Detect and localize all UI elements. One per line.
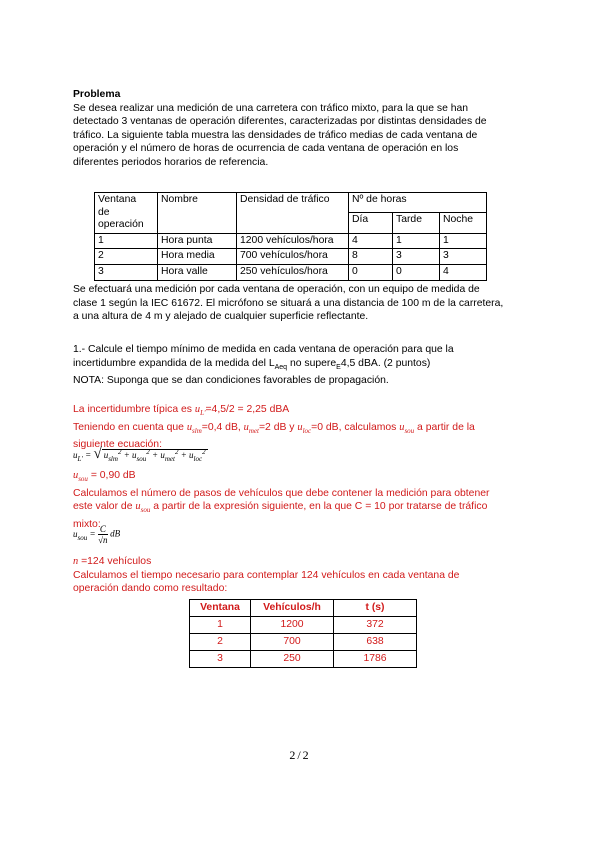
header-ventana: Ventana [190, 600, 251, 617]
solution-text: =0,4 dB, [201, 421, 244, 433]
cell-ventana: 3 [95, 264, 158, 280]
cell-vehiculos: 700 [251, 634, 334, 651]
n-result [73, 555, 507, 569]
header-text: Ventana [98, 194, 137, 205]
solution-text: =4,5/2 = 2,25 dBA [205, 404, 290, 415]
solution-line: operación dando como resultado: [73, 583, 228, 595]
solution-line: Calculamos el tiempo necesario para contemplar 124 vehículos en cada ventana de [73, 569, 460, 581]
cell-nombre: Hora media [158, 249, 237, 265]
cell-tarde: 3 [393, 249, 440, 265]
solution-text: =0 dB, calculamos [311, 421, 400, 433]
intro-line: diferentes periodos horarios de referencia. [73, 156, 269, 168]
problem-title: Problema [73, 89, 121, 100]
formula-radicand: $u_{slm}^2 + u_{sou}^2 + u_{met}^2 + u_{loc}^2$ [103, 448, 206, 463]
header-dia: Día [349, 213, 393, 233]
cell-densidad: 700 vehículos/hora [237, 249, 349, 265]
usou-result [73, 469, 507, 487]
cell-noche: 3 [440, 249, 487, 265]
formula-numerator: C [99, 524, 106, 534]
page-number: 2/2 [289, 748, 311, 762]
solution-line [73, 403, 507, 421]
cell-ventana: 2 [190, 634, 251, 651]
cell-ventana: 3 [190, 651, 251, 668]
header-noche: Noche [440, 213, 487, 233]
cell-dia: 4 [349, 233, 393, 249]
solution-line: mixto: [73, 518, 101, 530]
question-sub: E [336, 363, 341, 371]
question-line [73, 357, 507, 375]
header-t: t (s) [334, 600, 417, 617]
symbol-u: u [297, 421, 303, 433]
cell-ventana: 2 [95, 249, 158, 265]
header-text: de [98, 206, 110, 218]
intro-line: operación y el número de horas de ocurrencia de cada ventana de operación en los [73, 143, 459, 155]
conditions-line: clase 1 según la IEC 61672. El micrófono se situará a una distancia de 100 m de la carretera, [73, 297, 504, 309]
cell-t: 372 [334, 617, 417, 634]
traffic-density-table [94, 192, 487, 281]
solution-text: a partir de la [414, 421, 475, 433]
header-densidad: Densidad de tráfico [237, 193, 349, 234]
solution-section [73, 403, 507, 452]
question-text: no supere [287, 357, 337, 369]
symbol-sub: sou [140, 506, 151, 515]
symbol-u: u [399, 421, 405, 433]
formula-text: $u_{sou}$ = [73, 528, 98, 542]
conditions-line: Se efectuará una medición por cada ventana de operación, con un equipo de medida de [73, 284, 480, 295]
problem-section [73, 88, 507, 170]
symbol-u: u [243, 421, 249, 433]
measurement-conditions [73, 283, 507, 324]
solution-text: La incertidumbre típica es [73, 404, 195, 415]
solution-text: Teniendo en cuenta que [73, 421, 187, 433]
table-row [190, 651, 417, 668]
formula-denominator: √n [98, 535, 108, 545]
symbol-n: n [73, 556, 79, 567]
cell-t: 638 [334, 634, 417, 651]
solution-line: siguiente ecuación: [73, 439, 162, 451]
vehicle-count-formula [73, 524, 120, 545]
cell-dia: 0 [349, 264, 393, 280]
symbol-u: u [73, 470, 79, 481]
solution-line: Calculamos el número de pasos de vehículos que debe contener la medición para obtener [73, 487, 490, 499]
intro-line: detectado 3 ventanas de operación diferentes, caracterizadas por distintas densidades de [73, 116, 487, 128]
solution-line [73, 500, 507, 518]
symbol-u: u [194, 404, 201, 415]
formula-unit: dB [110, 528, 121, 539]
question-line: 1.- Calcule el tiempo mínimo de medida en cada ventana de operación para que la [73, 344, 454, 355]
cell-nombre: Hora valle [158, 264, 237, 280]
symbol-u: u [186, 421, 193, 433]
solution-section-3 [73, 555, 507, 596]
header-ventana [95, 193, 158, 234]
question-text: 4,5 dBA. (2 puntos) [340, 357, 431, 369]
solution-text: =124 vehículos [78, 556, 152, 567]
symbol-sub: sou [78, 475, 88, 484]
formula-text: $u_{L'}$ = [73, 450, 94, 463]
sqrt-icon: √ [93, 446, 102, 462]
intro-line: Se desea realizar una medición de una carretera con tráfico mixto, para la que se han [73, 102, 469, 114]
cell-densidad: 250 vehículos/hora [237, 264, 349, 280]
symbol-sub: L' [200, 409, 206, 418]
cell-t: 1786 [334, 651, 417, 668]
cell-tarde: 1 [393, 233, 440, 249]
cell-vehiculos: 250 [251, 651, 334, 668]
symbol-sub: sou [404, 426, 415, 435]
cell-noche: 4 [440, 264, 487, 280]
table-row [190, 617, 417, 634]
question-text: incertidumbre expandida de la medida del L [73, 357, 275, 369]
solution-text: este valor de [73, 501, 136, 513]
table-row [95, 264, 487, 280]
cell-dia: 8 [349, 249, 393, 265]
conditions-line: a una altura de 4 m y alejado de cualquier superficie reflectante. [73, 311, 369, 323]
question-note: NOTA: Suponga que se dan condiciones favorables de propagación. [73, 375, 389, 387]
measurement-time-table [189, 599, 417, 668]
cell-ventana: 1 [190, 617, 251, 634]
question-sub: Aeq [274, 363, 288, 371]
symbol-sub: loc [302, 426, 312, 435]
table-row [190, 634, 417, 651]
table-row [95, 233, 487, 249]
header-nombre: Nombre [158, 193, 237, 234]
header-text: operación [98, 219, 144, 231]
header-horas: Nº de horas [349, 193, 487, 213]
cell-vehiculos: 1200 [251, 617, 334, 634]
symbol-u: u [135, 501, 141, 513]
formula-fraction [98, 524, 108, 545]
question-section [73, 343, 507, 388]
cell-noche: 1 [440, 233, 487, 249]
solution-text: =2 dB y [258, 421, 298, 433]
symbol-sub: slm [192, 426, 202, 435]
solution-section-2 [73, 469, 507, 532]
cell-ventana: 1 [95, 233, 158, 249]
symbol-sub: met [248, 426, 259, 435]
header-tarde: Tarde [393, 213, 440, 233]
header-vehiculos: Vehículos/h [251, 600, 334, 617]
solution-text: a partir de la expresión siguiente, en la que C = 10 por tratarse de tráfico [150, 501, 488, 513]
intro-line: tráfico. La siguiente tabla muestra las densidades de tráfico medias de cada ventana de [73, 129, 478, 141]
solution-line [73, 421, 507, 439]
cell-densidad: 1200 vehículos/hora [237, 233, 349, 249]
table-row [95, 249, 487, 265]
solution-text: = 0,90 dB [87, 470, 136, 481]
uncertainty-formula [73, 446, 208, 463]
cell-tarde: 0 [393, 264, 440, 280]
cell-nombre: Hora punta [158, 233, 237, 249]
